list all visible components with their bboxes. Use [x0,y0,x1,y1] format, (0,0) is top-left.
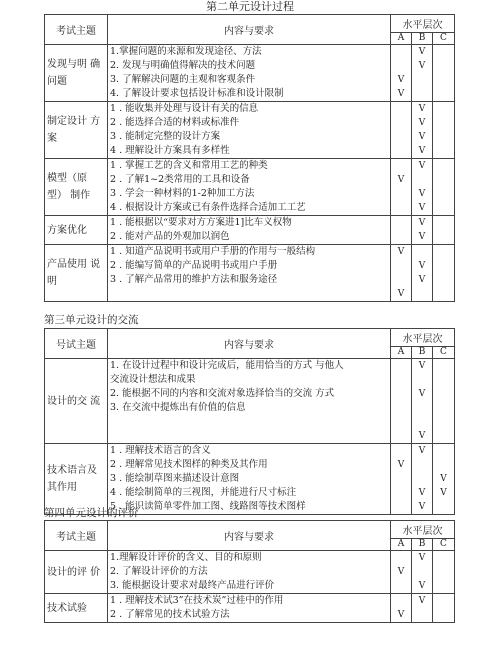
mark [435,59,452,73]
content-item: 3. 能根据设计要求对最终产品进行评价 [110,580,275,591]
content-item: 2 . 能编写简单的产品说明书或用户手册 [110,260,278,271]
content-item: 1 . 理解技术试3”在技术炭”过桂中的作用 [110,595,284,606]
content-item: 4 . 能绘制简单的三视图，并能进行尺寸标注 [110,487,297,498]
content-item: 2. 能根据不同的内容和交流对象选择恰当的交流 方式 [110,388,335,399]
unit4-table [44,520,455,623]
mark [435,45,452,59]
mark [393,216,409,230]
mark [435,608,452,622]
content-cell [108,45,391,102]
mark [435,187,452,201]
mark [393,594,409,608]
content-item: 1 . 能收集并处理与设计有关的信息 [110,103,259,114]
mark [393,472,409,486]
content-cell [108,359,391,444]
level-c: C [433,539,455,551]
mark [435,130,452,144]
mark: V [418,47,426,57]
unit2-table [44,14,455,302]
mark [435,551,452,565]
level-c: C [433,347,455,359]
mark-a-cell [391,245,412,302]
mark: V [397,289,405,299]
table-row [45,594,455,623]
content-item: 1. 在设计过程中和设计完成后，能用恰当的方式 与他人 [110,360,344,371]
unit4-title: 第四单元设计的评价 [44,507,139,519]
mark [414,565,430,579]
content-item: 3. 了解解决问题的主观和客观条件 [110,74,256,85]
content-item: 4 . 理解设计方案具有多样性 [110,145,230,156]
table-row [45,159,455,216]
mark: V [397,175,405,185]
content-item: 3 . 能制定完整的设计方案 [110,131,221,142]
mark-a-cell [391,444,412,515]
mark [435,359,452,373]
mark-a-cell [391,551,412,594]
mark [393,102,409,116]
content-item: 交流设计想法和成果 [110,374,196,385]
table-row [45,245,455,302]
level-a: A [391,347,412,359]
mark [435,401,452,415]
mark [393,259,409,273]
content-cell [108,594,391,623]
mark [435,458,452,472]
mark [435,102,452,116]
mark [414,87,430,101]
level-c: C [433,33,455,45]
mark [393,486,409,500]
mark [414,472,430,486]
mark [435,387,452,401]
mark [435,429,452,443]
mark-c-cell [433,594,455,623]
mark [435,230,452,244]
table-row [45,45,455,102]
mark-a-cell [391,359,412,444]
mark [393,144,409,158]
topic-cell: 技术语言及 其作用 [45,444,108,515]
mark: V [418,596,426,606]
mark [393,159,409,173]
unit2-heading: 第二单元设计过程 [206,0,294,13]
mark [435,565,452,579]
mark-b-cell [412,551,433,594]
mark-b-cell [412,216,433,245]
mark: V [418,502,426,512]
mark: V [397,567,405,577]
content-item: 1 . 知道产品说明书或用户手册的作用与一般结构 [110,246,316,257]
header-topic: 号试主题 [45,329,108,359]
mark: V [418,261,426,271]
mark: V [397,89,405,99]
mark: V [397,460,405,470]
mark [435,373,452,387]
mark [393,230,409,244]
topic-cell: 模型（原型） 制作 [45,159,108,216]
content-item: 5 . 能识读简单零件加工图、线路图等技术图样 [110,501,306,512]
mark [414,245,430,259]
topic-cell: 产品使用 说明 [45,245,108,302]
mark [393,130,409,144]
mark: V [418,61,426,71]
mark-a-cell [391,102,412,159]
content-item: 2. 了解设计评价的方法 [110,566,208,577]
mark [393,429,409,443]
mark: V [418,189,426,199]
mark-b-cell [412,594,433,623]
mark-b-cell [412,245,433,302]
content-item: 2. 发现与明确值得解决的技术问题 [110,60,256,71]
mark [435,594,452,608]
content-item: 1 . 能根据以“要求对方方案进1]比车义权物 [110,217,292,228]
mark [393,116,409,130]
mark [435,87,452,101]
mark: V [418,118,426,128]
mark: V [418,275,426,285]
mark: V [440,474,447,484]
mark [435,159,452,173]
mark [435,444,452,458]
header-topic: 考试主题 [45,15,108,45]
mark [393,45,409,59]
mark [393,273,409,287]
mark: V [418,232,426,242]
mark: V [418,361,426,371]
mark [435,245,452,259]
content-item: 2 . 理解常见技术图样的种类及其作用 [110,459,268,470]
header-level: 水平层次 [391,329,455,347]
topic-cell: 方案优化 [45,216,108,245]
content-item [110,287,388,301]
mark [393,579,409,593]
mark-b-cell [412,102,433,159]
content-item: 2 . 能对产品的外观加以润色 [110,231,230,242]
mark [435,259,452,273]
mark: V [418,203,426,213]
level-a: A [391,539,412,551]
mark-b-cell [412,444,433,515]
mark: V [397,75,405,85]
mark-c-cell [433,102,455,159]
mark [435,173,452,187]
mark [393,359,409,373]
mark [435,500,452,514]
mark: V [418,446,426,456]
mark: V [418,104,426,114]
content-item: 3. 在交流中提炼出有价值的信息 [110,402,246,413]
content-cell [108,245,391,302]
content-cell [108,102,391,159]
content-cell [108,551,391,594]
table-row [45,444,455,515]
mark [393,401,409,415]
content-item: 4. 了解设计要求包括设计标准和设计限制 [110,88,284,99]
mark: V [418,132,426,142]
mark-c-cell [433,216,455,245]
header-topic: 考试主题 [45,521,108,551]
header-content: 内容与要求 [108,329,391,359]
mark [435,415,452,429]
content-item [110,415,388,429]
mark [393,444,409,458]
topic-cell: 设计的交 流 [45,359,108,444]
mark-c-cell [433,159,455,216]
content-item: 1 . 掌握工艺的含义和常用工艺的种类 [110,160,268,171]
mark [414,608,430,622]
mark [414,173,430,187]
mark-b-cell [412,359,433,444]
content-cell [108,159,391,216]
table-row [45,359,455,444]
mark: V [418,146,426,156]
mark: V [418,218,426,228]
level-b: B [412,539,433,551]
mark [435,216,452,230]
mark: V [397,247,405,257]
mark-a-cell [391,45,412,102]
mark: V [418,161,426,171]
mark [414,287,430,301]
mark: V [418,553,426,563]
mark-a-cell [391,159,412,216]
unit3-table [44,328,455,515]
header-level: 水平层次 [391,521,455,539]
mark: V [418,581,426,591]
table-row [45,216,455,245]
mark: V [418,488,426,498]
mark-a-cell [391,216,412,245]
table-row [45,551,455,594]
header-level: 水平层次 [391,15,455,33]
mark [435,144,452,158]
mark: V [418,431,426,441]
mark [435,273,452,287]
mark-a-cell [391,594,412,623]
mark-c-cell [433,551,455,594]
content-item: 2 . 了解1~2类常用的工具和设备 [110,174,250,185]
mark-c-cell [433,245,455,302]
content-item [110,429,388,443]
mark: V [397,610,405,620]
content-item: 1.掌握问题的来源和发现途径、方法 [110,46,262,57]
mark [435,287,452,301]
mark [414,458,430,472]
table-row [45,102,455,159]
topic-cell: 制定设计 方案 [45,102,108,159]
mark [393,373,409,387]
mark-b-cell [412,159,433,216]
unit3-title: 第三单元设计的交流 [44,314,139,326]
mark: V [418,389,426,399]
content-item: 2 . 能选择合适的材料或标准件 [110,117,240,128]
mark-b-cell [412,45,433,102]
header-content: 内容与要求 [108,15,391,45]
mark [414,73,430,87]
topic-cell: 发现与明 确问题 [45,45,108,102]
mark [393,59,409,73]
content-cell [108,444,391,515]
mark [435,579,452,593]
content-item: 3 . 能绘制草图来描述设计意图 [110,473,240,484]
header-content: 内容与要求 [108,521,391,551]
mark [414,373,430,387]
content-item: 1.理解设计评价的含义、目的和原则 [110,552,262,563]
mark [414,401,430,415]
content-item: 2 . 了解常见的技术试验方法 [110,609,230,620]
content-cell [108,216,391,245]
mark [393,500,409,514]
content-item: 3 . 学会一种材料的1-2种加工方法 [110,188,255,199]
content-item: 1 . 理解技术语言的含义 [110,445,211,456]
mark [435,116,452,130]
mark: V [440,488,447,498]
topic-cell: 技术试验 [45,594,108,623]
mark [414,415,430,429]
mark [435,201,452,215]
mark [435,73,452,87]
mark-c-cell [433,45,455,102]
topic-cell: 设计的评 价 [45,551,108,594]
content-item: 4 . 根据设计方案或已有条件选择合适加工工艺 [110,202,306,213]
mark [393,415,409,429]
level-a: A [391,33,412,45]
content-item: 3 . 了解产品常用的维护方法和服务途径 [110,274,278,285]
mark [393,187,409,201]
level-b: B [412,347,433,359]
mark [393,201,409,215]
mark [393,551,409,565]
mark-c-cell [433,444,455,515]
mark [393,387,409,401]
mark-c-cell [433,359,455,444]
level-b: B [412,33,433,45]
